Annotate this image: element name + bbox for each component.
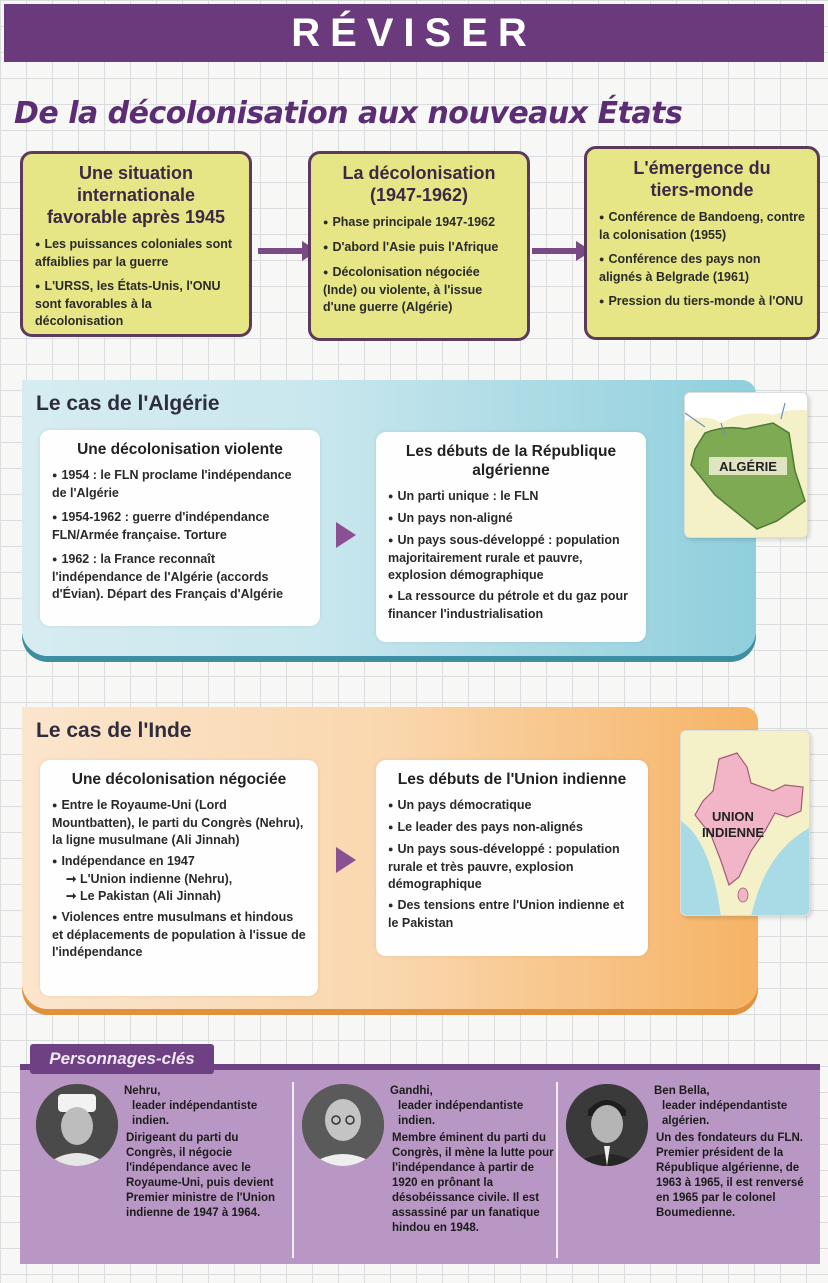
bullet: ● Conférence de Bandoeng, contre la colonisation (1955) bbox=[599, 209, 805, 244]
bullet: ● Un parti unique : le FLN bbox=[388, 488, 634, 506]
bullet: ● La ressource du pétrole et du gaz pour financer l'industrialisation bbox=[388, 588, 634, 623]
box-situation bbox=[20, 151, 252, 337]
bullet: ● Entre le Royaume-Uni (Lord Mountbatten), le parti du Congrès (Nehru), la ligne musulmane (Ali Jinnah) bbox=[52, 797, 306, 849]
box-title: Une situation internationale favorable après 1945 bbox=[46, 163, 226, 227]
person-nehru bbox=[36, 1084, 288, 1221]
sub-item: ➞ L'Union indienne (Nehru), bbox=[66, 872, 233, 886]
algeria-right-box bbox=[376, 432, 646, 642]
box-title: Une décolonisation violente bbox=[77, 441, 283, 458]
india-right-box bbox=[376, 760, 648, 956]
bullet: ● Pression du tiers-monde à l'ONU bbox=[599, 293, 805, 311]
box-title: Une décolonisation négociée bbox=[71, 771, 287, 788]
bullet: ● Indépendance en 1947 bbox=[52, 853, 306, 871]
bullet: ● Décolonisation négociée (Inde) ou violente, à l'issue d'une guerre (Algérie) bbox=[323, 264, 515, 316]
algeria-map-icon bbox=[685, 393, 808, 538]
bullet: ● 1954-1962 : guerre d'indépendance FLN/Armée française. Torture bbox=[52, 509, 308, 544]
person-role: leader indépendantiste algérien. bbox=[662, 1100, 788, 1127]
person-name: Ben Bella, bbox=[654, 1085, 710, 1097]
map-label: UNION bbox=[712, 809, 754, 824]
person-desc: Un des fondateurs du FLN. Premier président de la République algérienne, de 1963 à 1965, il est renversé en 1965 par le colonel Boumedienne. bbox=[656, 1132, 804, 1219]
algeria-left-box bbox=[40, 430, 320, 626]
box-title: Les débuts de l'Union indienne bbox=[397, 771, 627, 788]
bullet: ● 1954 : le FLN proclame l'indépendance de l'Algérie bbox=[52, 467, 308, 502]
india-left-box bbox=[40, 760, 318, 996]
divider bbox=[292, 1082, 294, 1258]
arrow-right-icon bbox=[258, 248, 304, 254]
personnages-tab: Personnages-clés bbox=[30, 1044, 214, 1074]
divider bbox=[556, 1082, 558, 1258]
person-desc: Membre éminent du parti du Congrès, il mène la lutte pour l'indépendance à partir de 1920 en prônant la désobéissance civile. Il est assassiné par un fanatique hindou en 1948. bbox=[392, 1132, 554, 1234]
box-decolonisation bbox=[308, 151, 530, 341]
section-title-india: Le cas de l'Inde bbox=[36, 719, 192, 742]
map-label: INDIENNE bbox=[701, 825, 765, 840]
bullet: ● L'URSS, les États-Unis, l'ONU sont favorables à la décolonisation bbox=[35, 278, 237, 330]
map-label: ALGÉRIE bbox=[719, 459, 777, 474]
header-title: RÉVISER bbox=[291, 10, 537, 55]
box-title: Les débuts de la République algérienne bbox=[405, 443, 617, 479]
bullet: ● Un pays démocratique bbox=[388, 797, 636, 815]
bullet: ● D'abord l'Asie puis l'Afrique bbox=[323, 239, 515, 257]
bullet: ● Violences entre musulmans et hindous et déplacements de population à l'issue de l'indépendance bbox=[52, 909, 306, 961]
bullet: ● Un pays sous-développé : population rurale et très pauvre, explosion démographique bbox=[388, 841, 636, 893]
person-name: Nehru, bbox=[124, 1085, 161, 1097]
person-role: leader indépendantiste indien. bbox=[398, 1100, 524, 1127]
bullet: ● Des tensions entre l'Union indienne et le Pakistan bbox=[388, 897, 636, 932]
bullet: ● Conférence des pays non alignés à Belgrade (1961) bbox=[599, 251, 805, 286]
page-title: De la décolonisation aux nouveaux États bbox=[14, 96, 683, 131]
header-banner bbox=[4, 4, 824, 62]
box-title: L'émergence du tiers-monde bbox=[633, 158, 771, 200]
bullet: ● Un pays non-aligné bbox=[388, 510, 634, 528]
person-role: leader indépendantiste indien. bbox=[132, 1100, 258, 1127]
bullet: ● Les puissances coloniales sont affaiblies par la guerre bbox=[35, 236, 237, 271]
person-gandhi bbox=[302, 1084, 554, 1236]
arrow-right-icon bbox=[532, 248, 578, 254]
sub-item: ➞ Le Pakistan (Ali Jinnah) bbox=[66, 889, 221, 903]
triangle-arrow-icon bbox=[336, 522, 356, 548]
bullet: ● Phase principale 1947-1962 bbox=[323, 214, 515, 232]
person-name: Gandhi, bbox=[390, 1085, 433, 1097]
map-algeria bbox=[684, 392, 808, 538]
person-ben-bella bbox=[566, 1084, 812, 1221]
bullet: ● Un pays sous-développé : population majoritairement rurale et pauvre, explosion démographique bbox=[388, 532, 634, 584]
personnages-panel bbox=[20, 1064, 820, 1264]
triangle-arrow-icon bbox=[336, 847, 356, 873]
india-map-icon bbox=[681, 731, 810, 916]
box-tiers-monde bbox=[584, 146, 820, 340]
person-desc: Dirigeant du parti du Congrès, il négocie l'indépendance avec le Royaume-Uni, puis devient Premier ministre de l'Union indienne de 1947 à 1964. bbox=[126, 1132, 276, 1219]
map-india bbox=[680, 730, 810, 916]
bullet: ● Le leader des pays non-alignés bbox=[388, 819, 636, 837]
bullet: ● 1962 : la France reconnaît l'indépendance de l'Algérie (accords d'Évian). Départ des Français d'Algérie bbox=[52, 551, 308, 603]
section-title-algeria: Le cas de l'Algérie bbox=[36, 392, 220, 415]
box-title: La décolonisation (1947-1962) bbox=[342, 163, 496, 205]
